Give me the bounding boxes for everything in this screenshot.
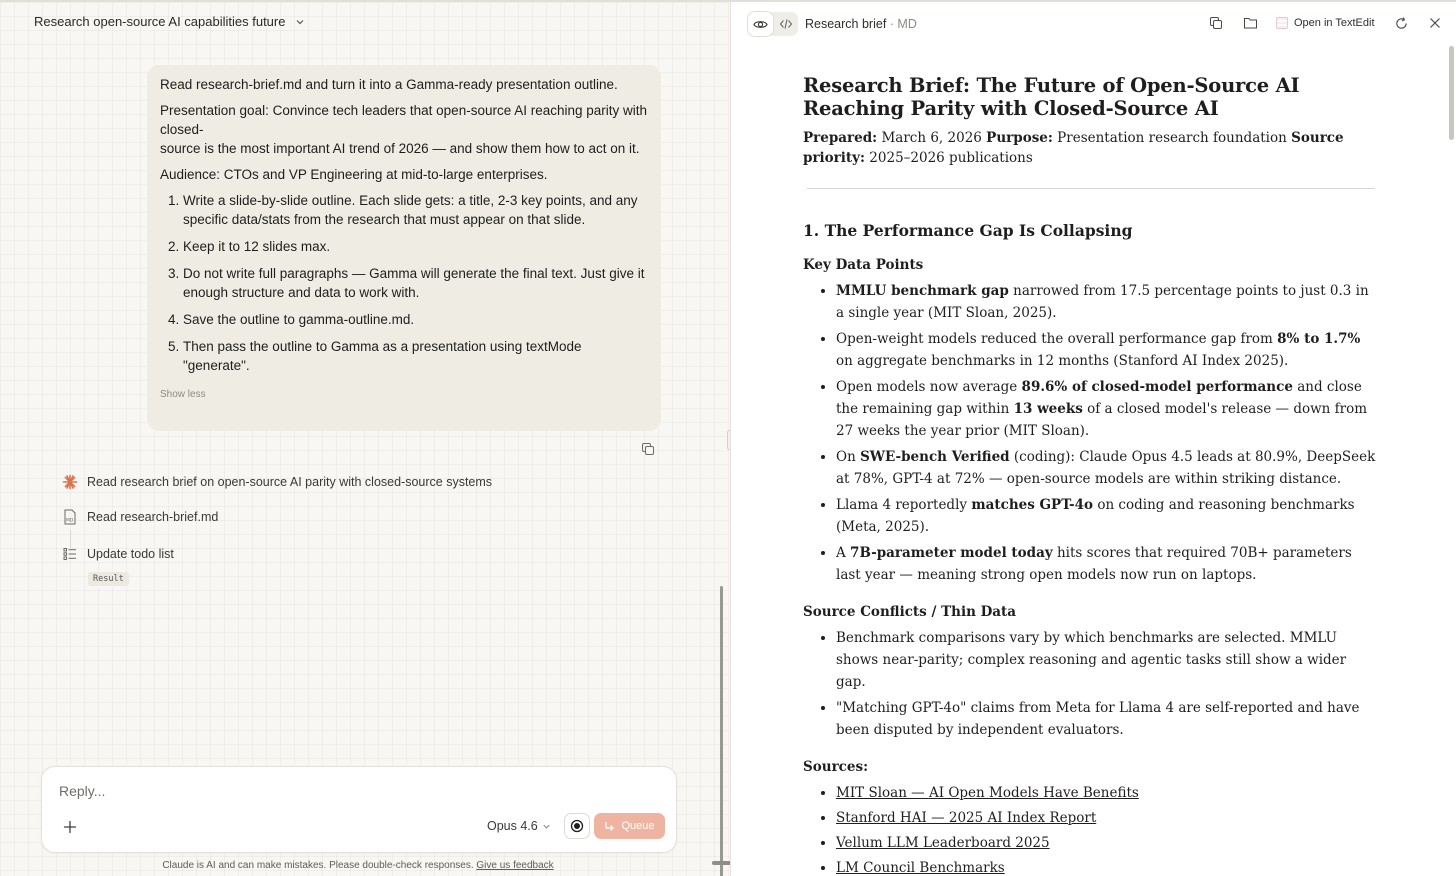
- priority-value: 2025–2026 publications: [869, 150, 1033, 166]
- source-link[interactable]: Stanford HAI — 2025 AI Index Report: [836, 810, 1097, 826]
- chat-scrollbar[interactable]: [720, 586, 723, 876]
- message-line: source is the most important AI trend of 2026 — and show them how to act on it.: [160, 141, 640, 156]
- record-icon: [570, 819, 584, 833]
- divider: [807, 188, 1375, 189]
- source-tab[interactable]: [773, 12, 798, 36]
- step-thinking[interactable]: [62, 474, 492, 490]
- list-item: • Llama 4 reportedly matches GPT-4o on coding and reasoning benchmarks (Meta, 2025).: [836, 494, 1379, 538]
- document-format: MD: [897, 17, 917, 31]
- show-less-button[interactable]: Show less: [160, 389, 206, 400]
- disclaimer-text: Claude is AI and can make mistakes. Please double-check responses.: [162, 860, 474, 871]
- model-name: Opus 4.6: [487, 819, 538, 833]
- queue-label: Queue: [621, 820, 655, 832]
- disclaimer: [0, 860, 716, 871]
- source-link[interactable]: MIT Sloan — AI Open Models Have Benefits: [836, 785, 1139, 801]
- list-item: 5. Then pass the outline to Gamma as a presentation using textMode "generate".: [183, 337, 648, 375]
- chat-title: Research open-source AI capabilities future: [34, 14, 286, 29]
- list-item: 2. Keep it to 12 slides max.: [183, 237, 648, 256]
- step-label: Read research brief on open-source AI parity with closed-source systems: [87, 475, 493, 489]
- copy-icon[interactable]: [1208, 15, 1224, 31]
- document-content: [803, 74, 1379, 876]
- record-button[interactable]: [564, 813, 590, 839]
- view-toggle: [748, 12, 798, 36]
- add-attachment-button[interactable]: [62, 819, 78, 835]
- message-list: [160, 191, 648, 375]
- subsection-heading: Source Conflicts / Thin Data: [803, 604, 1017, 620]
- step-label: Read research-brief.md: [87, 510, 219, 524]
- list-item: [836, 857, 1379, 876]
- refresh-icon[interactable]: [1393, 15, 1409, 31]
- feedback-link[interactable]: Give us feedback: [476, 860, 554, 871]
- list-item: 1. Write a slide-by-slide outline. Each slide gets: a title, 2-3 key points, and any specific data/stats from the research that must appear on that slide.: [183, 191, 648, 229]
- list-item: 3. Do not write full paragraphs — Gamma will generate the final text. Just give it enough structure and data to work with.: [183, 264, 648, 302]
- conflicts-list: [803, 627, 1379, 741]
- user-message: [147, 65, 661, 431]
- step-read-file[interactable]: [62, 509, 218, 525]
- chevron-down-icon: [295, 17, 305, 27]
- svg-text:MD: MD: [66, 518, 74, 524]
- purpose-value: Presentation research foundation: [1057, 130, 1287, 146]
- chevron-down-icon: [542, 822, 551, 831]
- list-item: [836, 832, 1379, 854]
- list-item: • Open-weight models reduced the overall performance gap from 8% to 1.7% on aggregate benchmarks in 12 months (Stanford AI Index 2025).: [836, 328, 1379, 372]
- message-line: Presentation goal: Convince tech leaders that open-source AI reaching parity with closed-: [160, 103, 648, 137]
- source-link[interactable]: Vellum LLM Leaderboard 2025: [836, 835, 1050, 851]
- step-todo[interactable]: [62, 546, 174, 562]
- list-item: • MMLU benchmark gap narrowed from 17.5 percentage points to just 0.3 in a single year (MIT Sloan, 2025).: [836, 280, 1379, 324]
- open-in-textedit-label: Open in TextEdit: [1294, 17, 1375, 29]
- folder-icon[interactable]: [1242, 15, 1258, 31]
- document-meta: [803, 128, 1379, 168]
- preview-tab[interactable]: [748, 12, 773, 36]
- model-selector[interactable]: [487, 819, 551, 833]
- open-in-textedit-button[interactable]: [1276, 17, 1375, 29]
- chat-panel: [0, 2, 729, 876]
- document-name: Research brief: [805, 17, 887, 31]
- chat-title-dropdown[interactable]: [34, 14, 305, 29]
- list-item: • A 7B-parameter model today hits scores that required 70B+ parameters last year — meaning strong open models now run on laptops.: [836, 542, 1379, 586]
- list-item: • Open models now average 89.6% of closed-model performance and close the remaining gap within 13 weeks of a closed model's release — down from 27 weeks the year prior (MIT Sloan).: [836, 376, 1379, 442]
- document-title: Research brief · MD: [805, 17, 917, 31]
- step-label: Update todo list: [87, 547, 174, 561]
- markdown-file-icon: [62, 509, 78, 525]
- list-item: 4. Save the outline to gamma-outline.md.: [183, 310, 648, 329]
- reply-input[interactable]: [59, 783, 619, 799]
- close-icon[interactable]: [1427, 15, 1443, 31]
- result-tag[interactable]: Result: [88, 572, 129, 586]
- priority-label: Source priority:: [803, 130, 1344, 166]
- document-heading: Research Brief: The Future of Open-Source AI Reaching Parity with Closed-Source AI: [803, 74, 1300, 120]
- code-icon: [779, 17, 793, 31]
- section-heading: 1. The Performance Gap Is Collapsing: [803, 221, 1133, 240]
- subsection-heading: Key Data Points: [803, 257, 924, 273]
- eye-icon: [753, 17, 768, 32]
- list-item: • "Matching GPT-4o" claims from Meta for Llama 4 are self-reported and have been disputed by independent evaluators.: [836, 697, 1379, 741]
- queue-button[interactable]: [594, 813, 665, 839]
- list-item: [836, 782, 1379, 804]
- document-scrollbar[interactable]: [1449, 46, 1454, 140]
- prepared-value: March 6, 2026: [881, 130, 982, 146]
- message-line: Audience: CTOs and VP Engineering at mid-to-large enterprises.: [160, 167, 548, 182]
- textedit-icon: [1276, 17, 1288, 29]
- source-link[interactable]: LM Council Benchmarks: [836, 860, 1005, 876]
- queue-arrow-icon: [604, 821, 615, 832]
- list-item: • Benchmark comparisons vary by which benchmarks are selected. MMLU shows near-parity; complex reasoning and agentic tasks still show a wider gap.: [836, 627, 1379, 693]
- document-panel: [730, 2, 1456, 876]
- message-line: Read research-brief.md and turn it into a Gamma-ready presentation outline.: [160, 77, 618, 92]
- claude-spark-icon: [62, 474, 78, 490]
- document-toolbar: [731, 2, 1456, 46]
- list-item: [836, 807, 1379, 829]
- list-item: • On SWE-bench Verified (coding): Claude Opus 4.5 leads at 80.9%, DeepSeek at 78%, GPT-4 at 72% — open-source models are within striking distance.: [836, 446, 1379, 490]
- sources-heading: Sources:: [803, 759, 869, 775]
- checklist-icon: [62, 546, 78, 562]
- prepared-label: Prepared:: [803, 130, 878, 146]
- data-points-list: [803, 280, 1379, 586]
- copy-icon[interactable]: [641, 442, 655, 456]
- sources-list: [803, 782, 1379, 876]
- purpose-label: Purpose:: [986, 130, 1053, 146]
- reply-composer: [41, 766, 677, 853]
